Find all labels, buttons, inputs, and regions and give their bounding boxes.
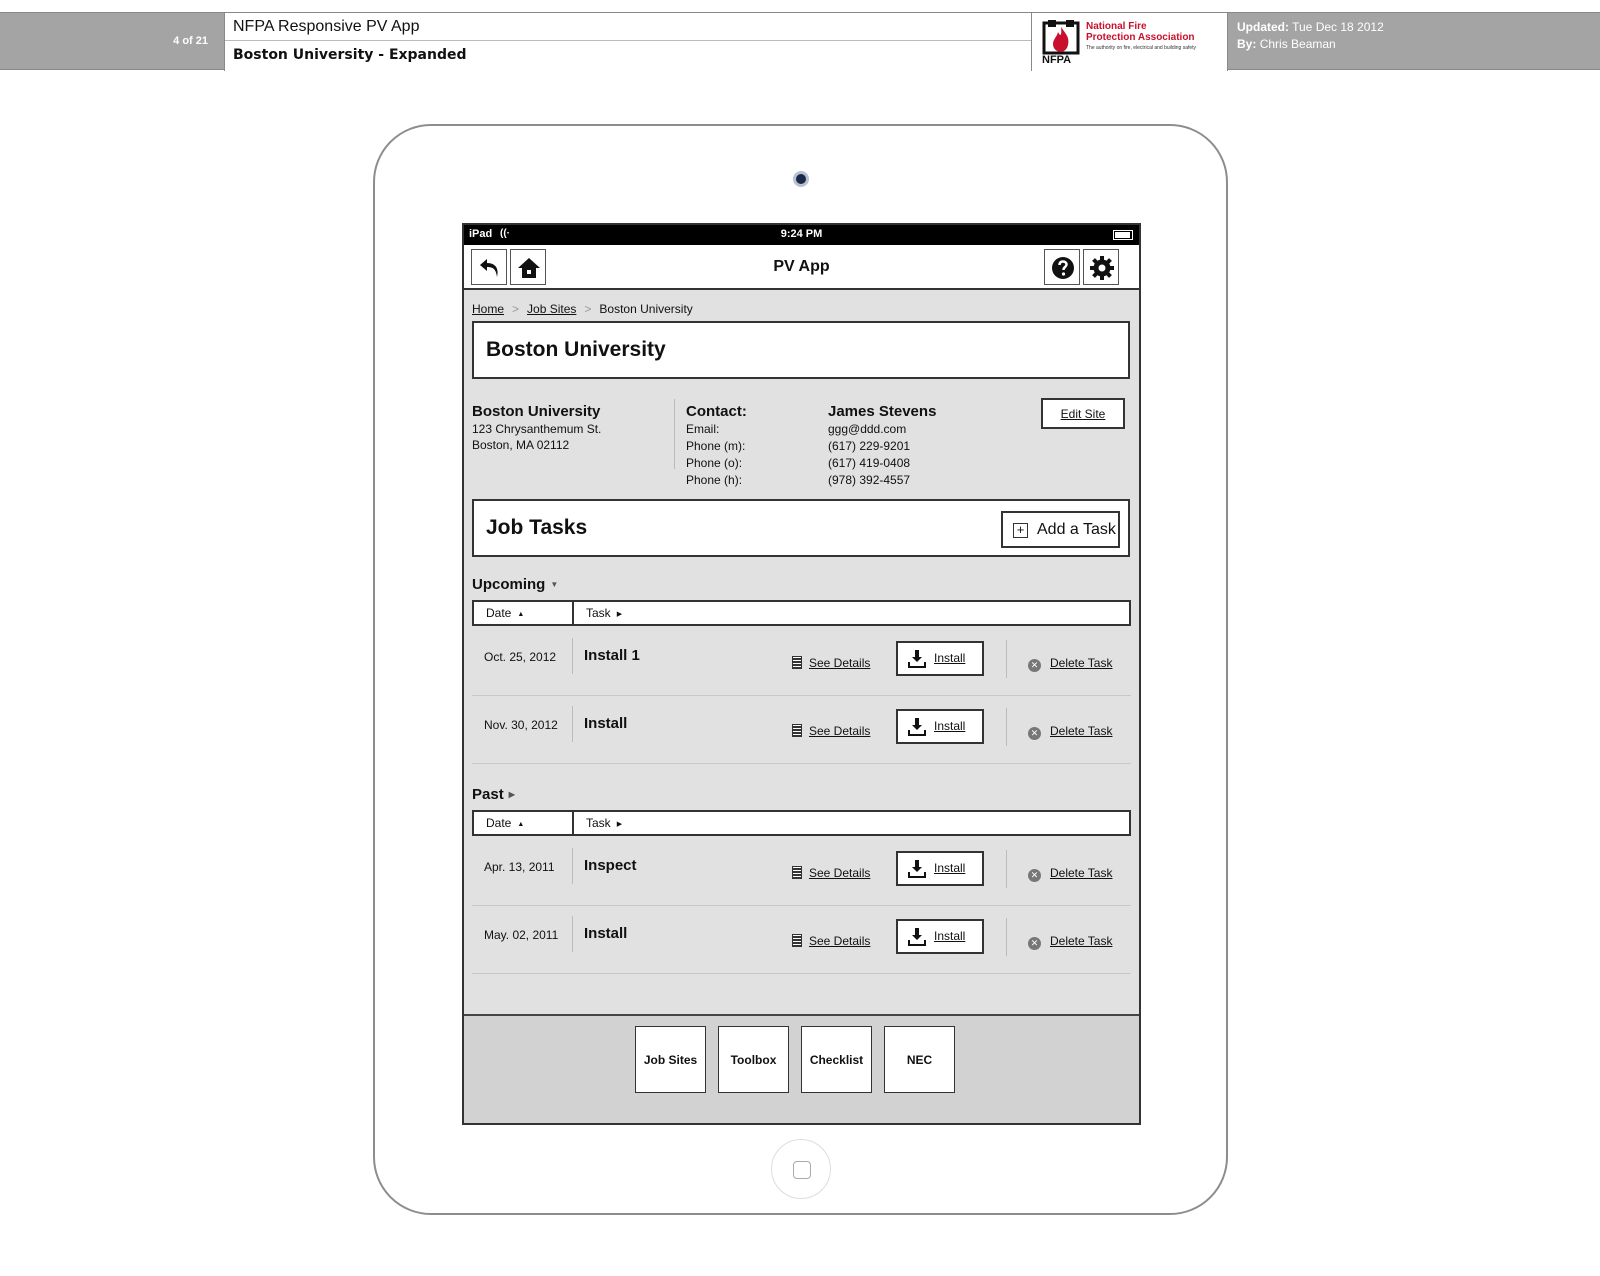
delete-task-link[interactable] (1028, 866, 1112, 882)
divider (572, 706, 573, 742)
divider (1006, 640, 1007, 678)
org-name (1086, 21, 1195, 43)
device-home-button[interactable] (771, 1139, 831, 1199)
sort-up-icon: ▲ (517, 821, 525, 828)
breadcrumb-separator: > (512, 302, 520, 316)
divider (1006, 708, 1007, 746)
org-name-line1: National Fire (1086, 21, 1147, 32)
site-name: Boston University (472, 403, 601, 420)
contact-values (828, 403, 936, 489)
document-title: NFPA Responsive PV App (225, 13, 1031, 41)
task-date: Apr. 13, 2011 (484, 860, 555, 874)
contact-label: Contact: (686, 403, 747, 420)
task-column-header: Task (586, 816, 611, 830)
status-time: 9:24 PM (780, 228, 823, 240)
nfpa-logo (1032, 13, 1228, 71)
caret-right-icon: ▶ (508, 790, 515, 799)
document-titles (224, 13, 1032, 71)
delete-task-link[interactable] (1028, 724, 1112, 740)
see-details-link[interactable] (792, 866, 870, 880)
nav-bar (464, 245, 1139, 290)
download-icon (907, 927, 927, 947)
see-details-link[interactable] (792, 656, 870, 670)
app-screen (462, 223, 1141, 1125)
home-button-square-icon (793, 1161, 811, 1179)
edit-site-button[interactable]: Edit Site (1041, 398, 1125, 429)
org-tagline: The authority on fire, electrical and building safety (1086, 45, 1197, 51)
download-icon (907, 649, 927, 669)
site-title-panel (472, 321, 1130, 379)
document-icon (792, 866, 802, 879)
task-name: Install (584, 925, 628, 942)
page-count: 4 of 21 (173, 35, 208, 47)
email-label: Email: (686, 422, 720, 436)
nav-title: PV App (773, 258, 830, 275)
table-row (472, 906, 1131, 974)
divider (1006, 850, 1007, 888)
see-details-label: See Details (809, 866, 871, 880)
sort-by-task[interactable] (586, 812, 622, 836)
task-name: Install 1 (584, 647, 640, 664)
table-row (472, 696, 1131, 764)
site-address-line1: 123 Chrysanthemum St. (472, 422, 602, 436)
task-name: Inspect (584, 857, 637, 874)
contact-phone-o: (617) 419-0408 (828, 456, 911, 470)
past-label: Past (472, 786, 504, 803)
help-button[interactable] (1044, 249, 1080, 285)
see-details-link[interactable] (792, 934, 870, 948)
delete-task-label: Delete Task (1050, 934, 1113, 948)
phone-h-label: Phone (h): (686, 473, 743, 487)
install-button[interactable] (896, 641, 984, 676)
close-icon: ✕ (1028, 659, 1041, 672)
see-details-link[interactable] (792, 724, 870, 738)
tab-job-sites[interactable]: Job Sites (635, 1026, 706, 1093)
tab-bar (464, 1014, 1139, 1123)
divider (1006, 918, 1007, 956)
task-column-header: Task (586, 606, 611, 620)
job-tasks-title: Job Tasks (486, 516, 588, 539)
task-date: Oct. 25, 2012 (484, 650, 557, 664)
install-button[interactable] (896, 919, 984, 954)
delete-task-label: Delete Task (1050, 656, 1113, 670)
document-header (0, 12, 1600, 70)
sort-by-task[interactable] (586, 602, 622, 626)
camera-icon (793, 171, 809, 187)
tab-nec[interactable]: NEC (884, 1026, 955, 1093)
site-address (472, 403, 601, 453)
breadcrumb-current: Boston University (599, 302, 693, 316)
author-value: Chris Beaman (1259, 37, 1336, 51)
download-icon (907, 717, 927, 737)
divider (674, 399, 675, 469)
site-address-line2: Boston, MA 02112 (472, 438, 570, 452)
sort-by-date[interactable] (474, 812, 574, 834)
phone-o-label: Phone (o): (686, 456, 743, 470)
install-label: Install (934, 861, 966, 875)
close-icon: ✕ (1028, 869, 1041, 882)
upcoming-label: Upcoming (472, 576, 546, 593)
status-bar (464, 225, 1139, 245)
contact-phone-m: (617) 229-9201 (828, 439, 911, 453)
table-row (472, 838, 1131, 906)
task-date: Nov. 30, 2012 (484, 718, 558, 732)
close-icon: ✕ (1028, 937, 1041, 950)
author-label: By: (1237, 37, 1257, 51)
breadcrumb-job-sites[interactable]: Job Sites (527, 302, 577, 316)
page-title: Boston University (486, 338, 666, 361)
contact-email: ggg@ddd.com (828, 422, 907, 436)
download-icon (907, 859, 927, 879)
document-meta (1237, 19, 1384, 53)
past-table-header (472, 810, 1131, 836)
document-icon (792, 656, 802, 669)
close-icon: ✕ (1028, 727, 1041, 740)
install-label: Install (934, 719, 966, 733)
org-name-line2: Protection Association (1086, 32, 1195, 43)
contact-name: James Stevens (828, 403, 937, 420)
wifi-icon: ((· (500, 228, 510, 239)
contact-phone-h: (978) 392-4557 (828, 473, 911, 487)
sort-by-date[interactable] (474, 602, 574, 624)
install-button[interactable] (896, 709, 984, 744)
install-label: Install (934, 929, 966, 943)
breadcrumb-home[interactable]: Home (472, 302, 505, 316)
table-row (472, 628, 1131, 696)
contact-labels (686, 403, 747, 489)
date-column-header: Date (486, 816, 512, 830)
caret-down-icon: ▼ (550, 580, 559, 589)
settings-button[interactable] (1083, 249, 1119, 285)
document-icon (792, 724, 802, 737)
updated-value: Tue Dec 18 2012 (1292, 20, 1384, 34)
see-details-label: See Details (809, 724, 871, 738)
tab-checklist[interactable]: Checklist (801, 1026, 872, 1093)
delete-task-link[interactable] (1028, 934, 1112, 950)
job-tasks-panel (472, 499, 1130, 557)
carrier-label: iPad (469, 228, 493, 240)
document-icon (792, 934, 802, 947)
upcoming-toggle[interactable] (472, 576, 558, 593)
nfpa-wordmark: NFPA (1042, 54, 1072, 66)
task-date: May. 02, 2011 (484, 928, 559, 942)
plus-icon: + (1013, 523, 1028, 538)
past-toggle[interactable] (472, 786, 515, 803)
add-task-label: Add a Task (1037, 521, 1116, 538)
delete-task-label: Delete Task (1050, 866, 1113, 880)
tab-toolbox[interactable]: Toolbox (718, 1026, 789, 1093)
date-column-header: Date (486, 606, 512, 620)
divider (572, 638, 573, 674)
see-details-label: See Details (809, 934, 871, 948)
see-details-label: See Details (809, 656, 871, 670)
add-task-button[interactable] (1001, 511, 1120, 548)
install-label: Install (934, 651, 966, 665)
delete-task-link[interactable] (1028, 656, 1112, 672)
divider (572, 916, 573, 952)
gear-icon (1090, 256, 1114, 280)
document-subtitle: Boston University - Expanded (233, 47, 467, 63)
sort-right-icon: ▶ (616, 611, 623, 618)
updated-label: Updated: (1237, 20, 1289, 34)
install-button[interactable] (896, 851, 984, 886)
phone-m-label: Phone (m): (686, 439, 746, 453)
delete-task-label: Delete Task (1050, 724, 1113, 738)
sort-right-icon: ▶ (616, 821, 623, 828)
divider (572, 848, 573, 884)
sort-up-icon: ▲ (517, 611, 525, 618)
battery-icon (1113, 230, 1133, 240)
upcoming-table-header (472, 600, 1131, 626)
task-name: Install (584, 715, 628, 732)
breadcrumb-separator: > (584, 302, 592, 316)
help-icon (1051, 256, 1075, 280)
nfpa-flame-icon (1040, 19, 1082, 57)
breadcrumb (472, 302, 693, 316)
